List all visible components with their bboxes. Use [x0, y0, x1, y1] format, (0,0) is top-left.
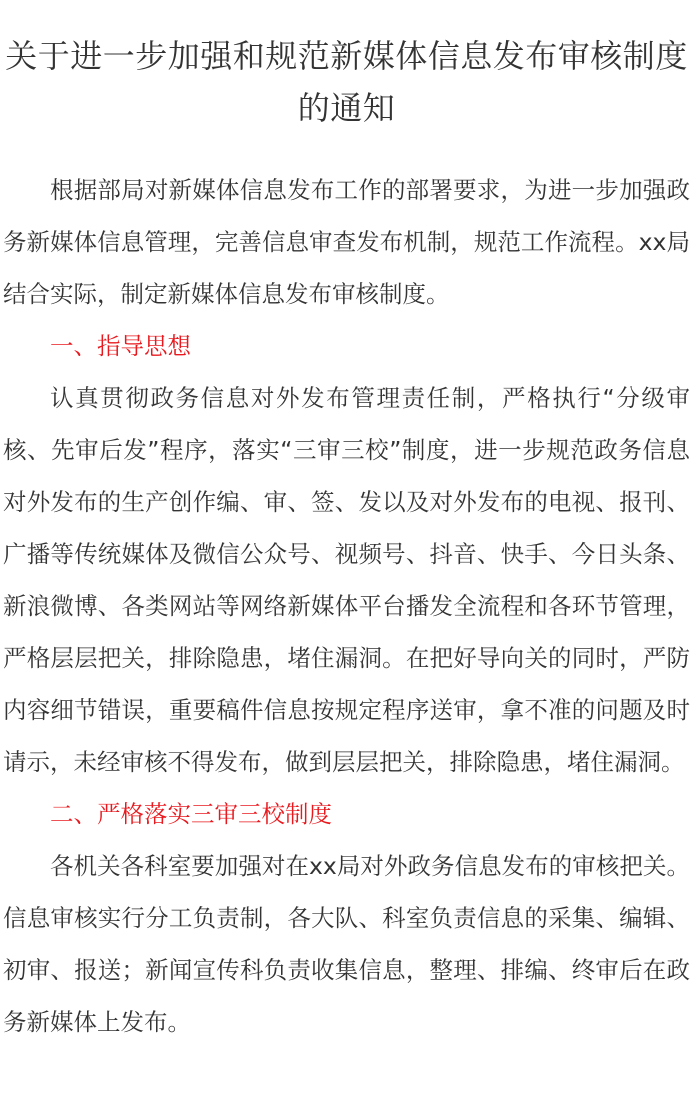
intro-paragraph: 根据部局对新媒体信息发布工作的部署要求，为进一步加强政务新媒体信息管理，完善信息审查发布机制，规范工作流程。xx局结合实际，制定新媒体信息发布审核制度。	[3, 176, 690, 308]
section-2-heading: 二、严格落实三审三校制度	[50, 800, 332, 828]
section-1-paragraph: 认真贯彻政务信息对外发布管理责任制，严格执行“分级审核、先审后发”程序，落实“三审三校”制度，进一步规范政务信息对外发布的生产创作编、审、签、发以及对外发布的电视、报刊、广播等传统媒体及微信公众号、视频号、抖音、快手、今日头条、新浪微博、各类网站等网络新媒体平台播发全流程和各环节管理，严格层层把关，排除隐患，堵住漏洞。在把好导向关的同时，严防内容细节错误，重要稿件信息按规定程序送审，拿不准的问题及时请示，未经审核不得发布，做到层层把关，排除隐患，堵住漏洞。	[3, 384, 690, 776]
article-body	[3, 164, 690, 1048]
section-1-heading: 一、指导思想	[50, 332, 191, 360]
section-2-paragraph: 各机关各科室要加强对在xx局对外政务信息发布的审核把关。信息审核实行分工负责制，各大队、科室负责信息的采集、编辑、初审、报送；新闻宣传科负责收集信息，整理、排编、终审后在政务新媒体上发布。	[3, 852, 690, 1036]
article-title: 关于进一步加强和规范新媒体信息发布审核制度的通知	[5, 37, 688, 127]
